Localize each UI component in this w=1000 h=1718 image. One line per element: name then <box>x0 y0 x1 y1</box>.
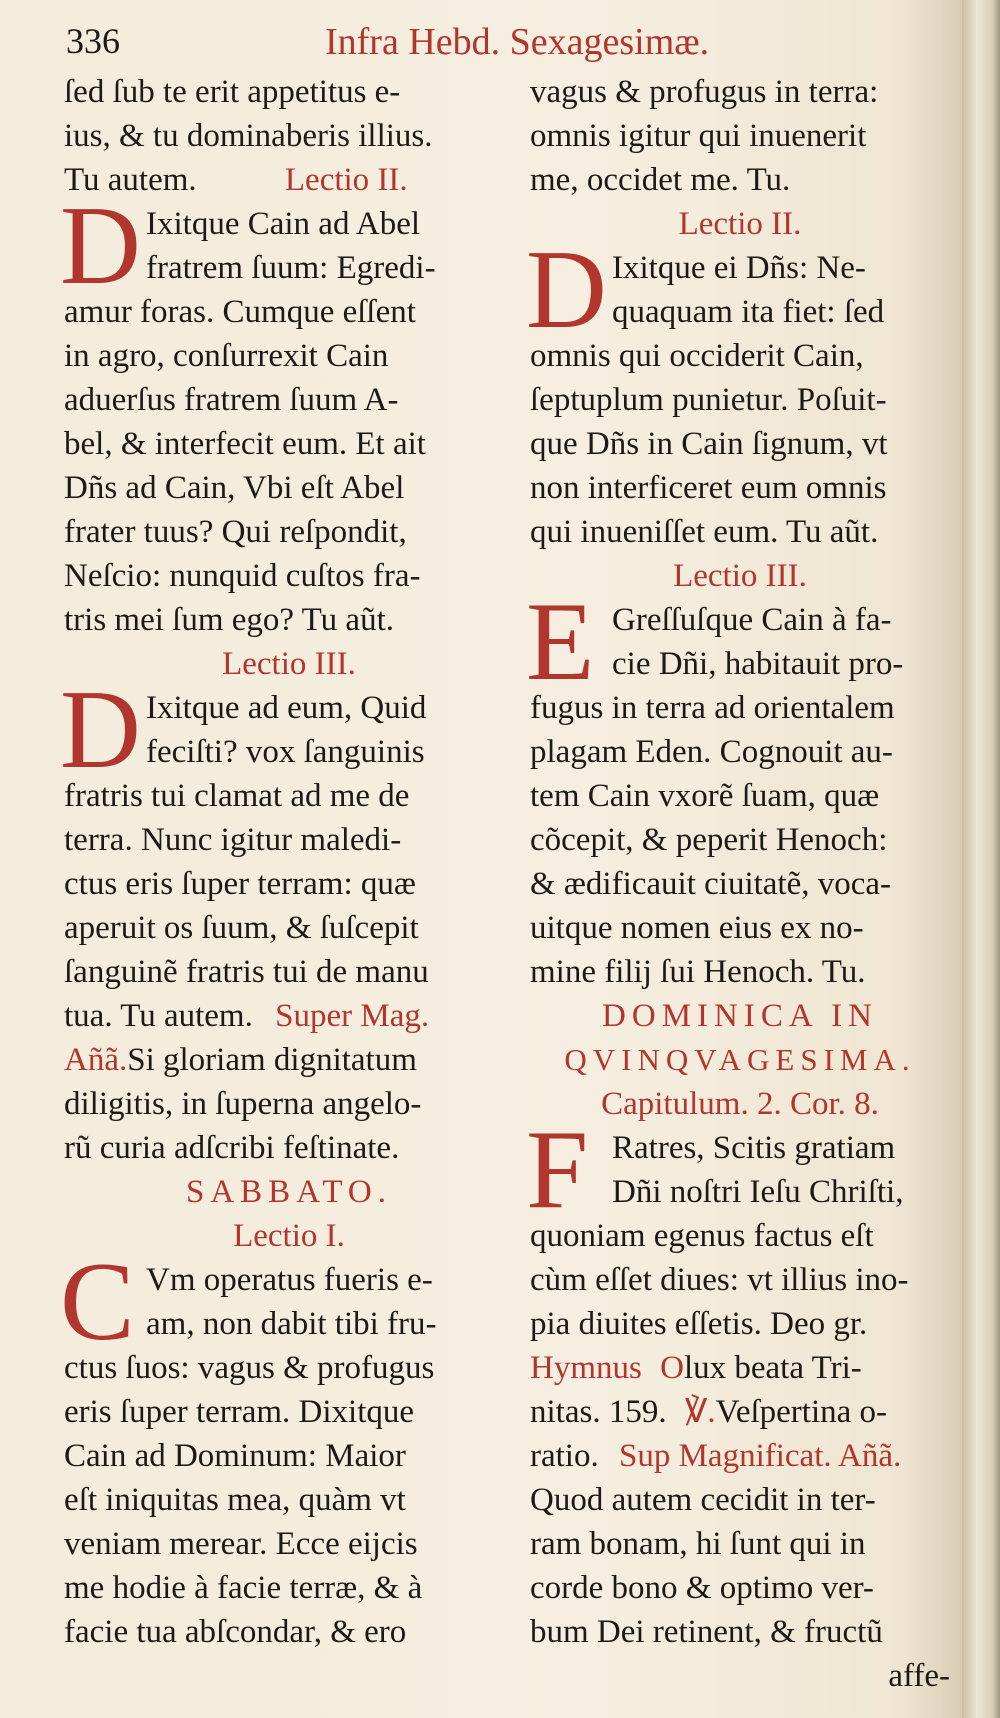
text-line: qui inueniſſet eum. Tu aũt. <box>530 514 879 550</box>
text-line: uitque nomen eius ex no- <box>530 910 864 946</box>
text-line: pia diuites eſſetis. Deo gr. <box>530 1306 868 1342</box>
text-line: vagus & profugus in terra: <box>530 74 879 110</box>
text-line: Ixitque ad eum, Quid <box>146 690 427 726</box>
text-line: ctus eris ſuper terram: quæ <box>64 866 416 902</box>
text-line: non interficeret eum omnis <box>530 470 887 506</box>
lectio-heading: Lectio III. <box>673 558 807 594</box>
drop-cap: D <box>60 184 141 308</box>
text-line: frater tuus? Qui reſpondit, <box>64 514 407 550</box>
text-line: cùm eſſet diues: vt illius ino- <box>530 1262 909 1298</box>
text-line: omnis igitur qui inuenerit <box>530 118 867 154</box>
text-line <box>530 1390 950 1434</box>
paragraph <box>60 668 514 1038</box>
text-line: Vm operatus fueris e- <box>146 1262 433 1298</box>
day-heading: SABBATO. <box>185 1174 393 1210</box>
text-line: cie Dñi, habitauit pro- <box>612 646 904 682</box>
page-edge <box>962 0 976 1718</box>
text-line: ſed ſub te erit appetitus e- <box>64 74 401 110</box>
response-text: Tu autem. <box>64 162 197 198</box>
text-line: omnis qui occiderit Cain, <box>530 338 864 374</box>
text-line: diligitis, in ſuperna angelo- <box>64 1086 422 1122</box>
text-line: quoniam egenus factus eſt <box>530 1218 874 1254</box>
text-line: me, occidet me. Tu. <box>530 162 791 198</box>
text-line: ram bonam, hi ſunt qui in <box>530 1526 866 1562</box>
text-line: Ixitque ei Dñs: Ne- <box>612 250 866 286</box>
text-line: que Dñs in Cain ſignum, vt <box>530 426 888 462</box>
lectio-heading: Lectio II. <box>678 206 802 242</box>
text-line: Neſcio: nunquid cuſtos fra- <box>64 558 421 594</box>
text-line: in agro, conſurrexit Cain <box>64 338 389 374</box>
text-line: amur foras. Cumque eſſent <box>64 294 416 330</box>
text-line <box>64 1038 514 1082</box>
drop-cap: F <box>526 1108 589 1232</box>
drop-cap: D <box>60 668 141 792</box>
day-heading: DOMINICA IN <box>602 998 878 1034</box>
text-line: ius, & tu dominaberis illius. <box>64 118 433 154</box>
page-edge <box>976 0 1000 1718</box>
paragraph <box>60 184 514 642</box>
left-column <box>60 70 514 1654</box>
text-line: rũ curia adſcribi feſtinate. <box>64 1130 400 1166</box>
text-span: Veſpertina o- <box>715 1394 888 1430</box>
text-line <box>64 994 514 1038</box>
drop-cap: D <box>526 228 607 352</box>
text-span: tua. Tu autem. <box>64 998 253 1034</box>
text-line: ſeptuplum punietur. Poſuit- <box>530 382 887 418</box>
text-line: Ratres, Scitis gratiam <box>612 1130 896 1166</box>
page-number: 336 <box>66 21 120 61</box>
text-span: nitas. 159. <box>530 1394 667 1430</box>
text-line: fratris tui clamat ad me de <box>64 778 410 814</box>
text-line: corde bono & optimo ver- <box>530 1570 874 1606</box>
text-span: ratio. <box>530 1438 599 1474</box>
drop-cap: C <box>60 1240 135 1364</box>
text-line: ſanguinẽ fratris tui de manu <box>64 954 429 990</box>
text-line: aduerſus fratrem ſuum A- <box>64 382 399 418</box>
text-line: tem Cain vxorẽ ſuam, quæ <box>530 778 880 814</box>
text-line: quaquam ita fiet: ſed <box>612 294 885 330</box>
text-line: fugus in terra ad orientalem <box>530 690 895 726</box>
text-line: plagam Eden. Cognouit au- <box>530 734 893 770</box>
text-line: Cain ad Dominum: Maior <box>64 1438 406 1474</box>
paragraph <box>526 228 950 554</box>
text-line: feciſti? vox ſanguinis <box>146 734 425 770</box>
lectio-heading: Lectio II. <box>284 162 408 198</box>
paragraph <box>526 1108 950 1346</box>
rubric: Añã. <box>64 1042 128 1078</box>
text-line: Greſſuſque Cain à fa- <box>612 602 892 638</box>
text-span: Si gloriam dignitatum <box>127 1042 417 1078</box>
rubric: Hymnus <box>530 1350 642 1386</box>
text-line: facie tua abſcondar, & ero <box>64 1614 407 1650</box>
text-line: bum Dei retinent, & fructũ <box>530 1614 883 1650</box>
lectio-heading: Lectio III. <box>222 646 356 682</box>
text-line: bel, & interfecit eum. Et ait <box>64 426 426 462</box>
text-line: terra. Nunc igitur maledi- <box>64 822 402 858</box>
drop-cap: E <box>526 580 595 704</box>
text-line <box>530 1434 950 1478</box>
text-line: eſt iniquitas mea, quàm vt <box>64 1482 406 1518</box>
rubric: Sup Magnificat. Añã. <box>618 1438 902 1474</box>
running-head: Infra Hebd. Sexagesimæ. <box>325 21 710 63</box>
paragraph <box>60 1240 514 1654</box>
text-line: & ædificauit ciuitatẽ, voca- <box>530 866 892 902</box>
catchword: affe- <box>888 1658 950 1694</box>
text-line: cõcepit, & peperit Henoch: <box>530 822 888 858</box>
right-column <box>526 70 950 1698</box>
text-line: Dñi noſtri Ieſu Chriſti, <box>612 1174 904 1210</box>
text-line: tris mei ſum ego? Tu aũt. <box>64 602 394 638</box>
text-span: lux beata Tri- <box>683 1350 862 1386</box>
text-line: Dñs ad Cain, Vbi eſt Abel <box>64 470 405 506</box>
text-line <box>530 1346 950 1390</box>
text-line: aperuit os ſuum, & ſuſcepit <box>64 910 419 946</box>
text-line: ctus ſuos: vagus & profugus <box>64 1350 435 1386</box>
rubric: Super Mag. <box>275 998 430 1034</box>
text-line: mine filij ſui Henoch. Tu. <box>530 954 866 990</box>
text-line: fratrem ſuum: Egredi- <box>146 250 436 286</box>
lectio-heading: Lectio I. <box>233 1218 345 1254</box>
text-line: eris ſuper terram. Dixitque <box>64 1394 415 1430</box>
versicle-symbol: ℣. <box>684 1394 716 1430</box>
capitulum-heading: Capitulum. 2. Cor. 8. <box>601 1086 879 1122</box>
paragraph <box>526 580 950 994</box>
text-line: Quod autem cecidit in ter- <box>530 1482 876 1518</box>
day-heading: QVINQVAGESIMA. <box>564 1042 916 1077</box>
text-line: am, non dabit tibi fru- <box>146 1306 437 1342</box>
rubric-initial: O <box>660 1350 684 1386</box>
text-line: me hodie à facie terræ, & à <box>64 1570 423 1606</box>
text-line: Ixitque Cain ad Abel <box>146 206 421 242</box>
text-line: veniam merear. Ecce eijcis <box>64 1526 418 1562</box>
